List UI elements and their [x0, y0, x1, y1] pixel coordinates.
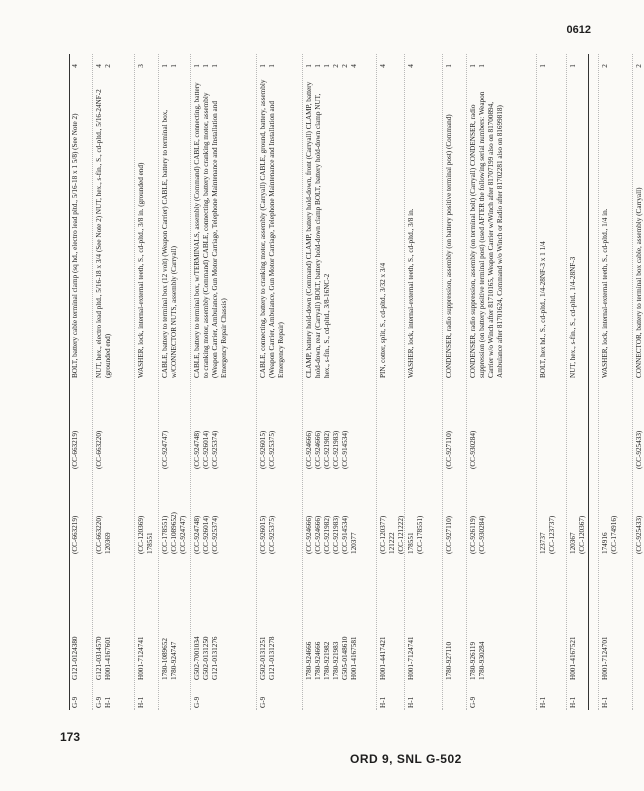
cell-desc: BOLT, hex hd., S., cd-pltd., 1/4-28NF-3 x 1 1/4: [539, 241, 547, 378]
cell-qty: 1 1: [259, 64, 276, 68]
page-number: 173: [60, 730, 81, 744]
cell-ord: 174916 (CC-174916): [601, 515, 618, 554]
cell-grp: H-1: [379, 696, 387, 708]
cell-desc: BOLT, battery cable terminal clamp (sq hd., electro lead pltd., 5/16-18 x 1 5/8) (See Note 2): [71, 113, 79, 378]
cell-ref: (CC-927110): [445, 430, 453, 469]
table-top-rule: [69, 54, 70, 710]
page-code: 0612: [566, 24, 591, 36]
row-divider: [442, 54, 443, 710]
cell-grp: H-1: [601, 696, 609, 708]
cell-fed: G121-0124380: [71, 636, 79, 680]
row-divider: [158, 54, 159, 710]
document-title: ORD 9, SNL G-502: [350, 752, 462, 766]
cell-desc: CLAMP, battery hold-down (Command) CLAMP, battery hold-down, front (Carryall) CLAMP, battery hold-down, rear (Carryall) BOLT, battery hold-down clamp BOLT, battery hold-down clamp NUT, hex., s-fin., S., cd-pltd., 3/8-16NC-2: [305, 81, 331, 378]
cell-desc: PIN, cotter, split, S., cd-pltd., 3/32 x 3/4: [379, 262, 387, 378]
cell-grp: H-1: [137, 696, 145, 708]
cell-desc: CONDENSER, radio suppression, assembly (on battery positive terminal post) (Command): [445, 114, 453, 378]
cell-ord: (CC-178551) (CC-1089652) (CC-924747): [161, 512, 187, 554]
cell-desc: NUT, hex., s-fin., S., cd-pltd., 1/4-28NF-3: [569, 256, 577, 378]
cell-desc: CONNECTOR, battery to terminal box cable, assembly (Carryall): [635, 187, 643, 378]
cell-fed: H001-7124741: [407, 636, 415, 680]
cell-ord: (CC-120377) 121222 (CC-121222): [379, 515, 405, 554]
cell-qty: 1 1: [161, 64, 178, 68]
row-divider: [566, 54, 567, 710]
cell-grp: G-9 H-1: [95, 696, 112, 708]
cell-qty: 1: [445, 64, 453, 68]
cell-ref: (CC-924747): [161, 430, 169, 469]
cell-grp: G-9: [193, 696, 201, 708]
cell-ref: (CC-926015) (CC-925375): [259, 430, 276, 469]
cell-desc: CABLE, battery to terminal box, w/TERMINALS, assembly (Command) CABLE, connecting, battery to cranking motor, assembly (Command) CABLE, connecting, battery to cranking motor, assembly (Weapon Carrier, Ambulance, Gun Motor Carriage, Telephone Maintenance and Installation and Emergency Repair Chassis): [193, 82, 228, 378]
row-divider: [92, 54, 93, 710]
cell-ref: (CC-925433): [635, 430, 643, 469]
row-divider: [598, 54, 599, 710]
cell-qty: 4: [71, 64, 79, 68]
cell-fed: H001-4417421: [379, 636, 387, 680]
cell-qty: 4: [379, 64, 387, 68]
cell-fed: 1780-1089652 1780-924747: [161, 638, 178, 680]
cell-ord: 178551 (CC-178551): [407, 515, 424, 554]
row-divider: [632, 54, 633, 710]
row-divider: [190, 54, 191, 710]
cell-desc: WASHER, lock, internal-external teeth, S., cd-pltd., 3/8 in.: [407, 208, 415, 378]
cell-fed: G121-0314570 H001-4167601: [95, 636, 112, 680]
cell-qty: 1 1: [469, 64, 486, 68]
cell-desc: NUT, hex., electro lead pltd., 5/16-18 x 3/4 (See Note 2) NUT, hex., s-fin., S., cd-pltd., 5/16-24NF-2 (grounded end): [95, 89, 112, 378]
cell-fed: G502-7001034 G502-0131250 G121-0131276: [193, 636, 219, 680]
cell-ord: (CC-925433): [635, 515, 643, 554]
row-divider: [376, 54, 377, 710]
cell-grp: G-9: [259, 696, 267, 708]
cell-ref: (CC-930284): [469, 430, 477, 469]
parts-table: [69, 54, 643, 710]
cell-ord: (CC-120369) 178551: [137, 515, 154, 554]
table-bottom-rule: [588, 54, 589, 710]
cell-grp: G-9: [469, 696, 477, 708]
cell-ord: (CC-924748) (CC-926014) (CC-925374): [193, 515, 219, 554]
cell-ord: (CC-663219): [71, 515, 79, 554]
cell-fed: 1780-926119 1780-930284: [469, 641, 486, 680]
cell-grp: H-1: [539, 696, 547, 708]
cell-ord: (CC-926119) (CC-930284): [469, 515, 486, 554]
cell-fed: H001-7124701: [601, 636, 609, 680]
cell-qty: 1: [539, 64, 547, 68]
cell-desc: CABLE, connecting, battery to cranking motor, assembly (Carryall) CABLE, ground, battery, assembly (Weapon Carrier, Ambulance, Gun Motor Carriage, Telephone Maintenance and Installation and Emergency Repair): [259, 79, 285, 378]
cell-grp: H-1: [569, 696, 577, 708]
cell-qty: 1 1 1: [193, 64, 219, 68]
cell-grp: H-1: [407, 696, 415, 708]
row-divider: [466, 54, 467, 710]
row-divider: [536, 54, 537, 710]
cell-ord: (CC-926015) (CC-925375): [259, 515, 276, 554]
cell-qty: 3: [137, 64, 145, 68]
row-divider: [256, 54, 257, 710]
cell-ord: 120367 (CC-120367): [569, 515, 586, 554]
cell-fed: 1780-927110: [445, 641, 453, 680]
cell-qty: 2: [601, 64, 609, 68]
cell-desc: WASHER, lock, internal-external teeth, S., cd-pltd., 1/4 in.: [601, 208, 609, 378]
cell-ref: (CC-924666) (CC-924666) (CC-921982) (CC-921983) (CC-914534): [305, 430, 349, 469]
row-divider: [134, 54, 135, 710]
cell-qty: 1: [569, 64, 577, 68]
cell-ref: (CC-924748) (CC-926014) (CC-925374): [193, 430, 219, 469]
cell-qty: 2: [635, 64, 643, 68]
cell-ord: (CC-663220) 120369: [95, 515, 112, 554]
cell-fed: 1780-924666 1780-924666 1780-921982 1780-921983 G505-0148610 H001-4167581: [305, 636, 358, 680]
cell-desc: CABLE, battery to terminal box (12 volt) (Weapon Carrier) CABLE, battery to terminal box, w/CONNECTOR NUTS, assembly (Carryall): [161, 109, 178, 378]
row-divider: [404, 54, 405, 710]
cell-qty: 1 1 1 2 2 4: [305, 64, 358, 68]
cell-desc: CONDENSER, radio suppression, assembly (on terminal bolt) (Carryall) CONDENSER, radio suppression (on battery positive terminal post) (used AFTER the following serial numbers: Weapon Carrier w/o Winch after 81710165, Weapon Carrier w/Winch after 81707199 also on 81700894, Ambulance after 81701624, Command w/o Winch or Radio after 81702281 also on 81699818): [469, 91, 504, 378]
cell-fed: H001-4167521: [569, 636, 577, 680]
cell-qty: 4 2: [95, 64, 112, 68]
cell-ref: (CC-663219): [71, 430, 79, 469]
cell-fed: G502-0131251 G121-0131278: [259, 636, 276, 680]
cell-ref: (CC-663220): [95, 430, 103, 469]
cell-ord: (CC-927110): [445, 515, 453, 554]
cell-qty: 4: [407, 64, 415, 68]
row-divider: [302, 54, 303, 710]
cell-ord: (CC-924666) (CC-924666) (CC-921982) (CC-921983) (CC-914534) 120377: [305, 515, 358, 554]
cell-grp: G-9: [71, 696, 79, 708]
cell-desc: WASHER, lock, internal-external teeth, S., cd-pltd., 3/8 in. (grounded end): [137, 162, 145, 378]
cell-fed: H001-7124741: [137, 636, 145, 680]
cell-ord: 123737 (CC-123737): [539, 515, 556, 554]
